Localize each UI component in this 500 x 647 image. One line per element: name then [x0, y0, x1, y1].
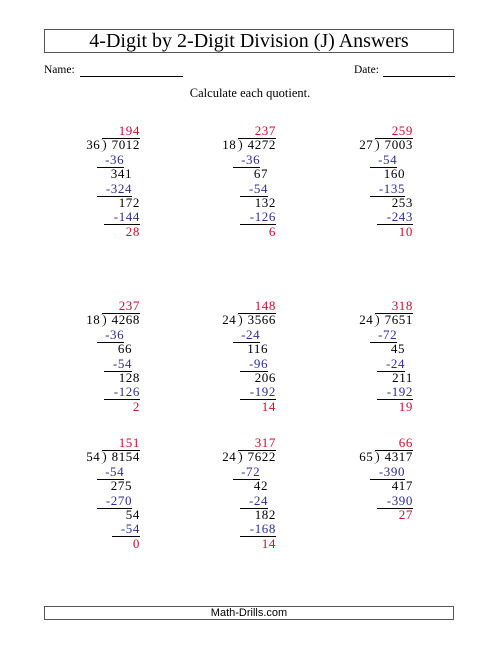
- remainder: 6: [268, 223, 276, 239]
- subtraction-step: -72: [378, 326, 398, 342]
- subtraction-step: -24: [248, 492, 269, 508]
- division-problem: [156, 436, 276, 566]
- subtraction-step: -54: [105, 463, 125, 479]
- dividend: 7622: [247, 449, 276, 465]
- dividend: 4268: [111, 312, 140, 328]
- title-box: [44, 29, 454, 53]
- footer-box: [44, 606, 454, 620]
- dividend: 3566: [247, 312, 276, 328]
- subtraction-step: -24: [241, 326, 261, 342]
- subtraction-step: -54: [112, 355, 133, 371]
- division-problem: [293, 124, 413, 254]
- remainder: 10: [398, 223, 413, 239]
- dividend: 7651: [384, 312, 413, 328]
- divisor: 24: [359, 312, 374, 328]
- remainder: 0: [132, 535, 140, 551]
- quotient: 317: [254, 435, 276, 450]
- remainder: 14: [261, 398, 276, 414]
- remainder: 28: [125, 223, 140, 239]
- partial-dividend: 182: [254, 507, 276, 522]
- footer-text: Math-Drills.com: [210, 606, 288, 619]
- subtraction-step: -270: [105, 492, 133, 508]
- divisor: 18: [222, 137, 237, 153]
- partial-dividend: 45: [390, 341, 406, 357]
- partial-dividend: 211: [392, 370, 413, 385]
- partial-dividend: 172: [118, 195, 140, 210]
- subtraction-step: -390: [386, 492, 413, 508]
- subtraction-step: -168: [249, 521, 276, 537]
- division-problem: [293, 299, 413, 429]
- dividend: 4272: [247, 137, 276, 153]
- subtraction-step: -192: [386, 384, 413, 400]
- remainder: 2: [132, 398, 140, 414]
- subtraction-step: -96: [248, 355, 269, 371]
- subtraction-step: -54: [120, 521, 140, 537]
- subtraction-step: -36: [105, 151, 125, 167]
- subtraction-step: -54: [248, 180, 269, 196]
- quotient: 66: [398, 435, 413, 450]
- subtraction-step: -36: [241, 151, 261, 167]
- quotient: 151: [118, 435, 140, 450]
- name-label: Name:: [44, 64, 75, 76]
- partial-dividend: 206: [254, 370, 276, 385]
- divisor: 65: [359, 449, 374, 465]
- partial-dividend: 66: [117, 341, 133, 357]
- remainder: 27: [398, 507, 413, 522]
- subtraction-step: -126: [249, 209, 276, 225]
- partial-dividend: 275: [110, 478, 133, 494]
- quotient: 194: [118, 123, 140, 138]
- division-problem: [20, 299, 140, 429]
- quotient: 237: [254, 123, 276, 138]
- division-problem: [20, 436, 140, 566]
- date-label: Date:: [354, 64, 379, 76]
- page-title: 4-Digit by 2-Digit Division (J) Answers: [89, 30, 409, 52]
- divisor: 24: [222, 312, 237, 328]
- division-problem: [156, 124, 276, 254]
- remainder: 19: [398, 398, 413, 414]
- partial-dividend: 341: [110, 166, 133, 182]
- partial-dividend: 417: [391, 478, 413, 494]
- subtraction-step: -144: [113, 209, 140, 225]
- subtraction-step: -243: [386, 209, 413, 225]
- quotient: 148: [254, 298, 276, 313]
- subtraction-step: -24: [385, 355, 406, 371]
- subtraction-step: -72: [241, 463, 261, 479]
- partial-dividend: 253: [391, 195, 413, 210]
- division-problem: [293, 436, 413, 566]
- dividend: 7012: [111, 137, 140, 153]
- subtraction-step: -192: [249, 384, 276, 400]
- dividend: 8154: [111, 449, 140, 465]
- dividend: 7003: [384, 137, 413, 153]
- divisor: 24: [222, 449, 237, 465]
- partial-dividend: 160: [383, 166, 406, 182]
- instructions: Calculate each quotient.: [189, 86, 311, 100]
- divisor: 27: [359, 137, 374, 153]
- divisor: 18: [86, 312, 101, 328]
- subtraction-step: -324: [105, 180, 133, 196]
- divisor: 54: [86, 449, 101, 465]
- partial-dividend: 54: [125, 507, 140, 522]
- partial-dividend: 132: [254, 195, 276, 210]
- subtraction-step: -126: [113, 384, 140, 400]
- subtraction-step: -135: [378, 180, 406, 196]
- quotient: 237: [118, 298, 140, 313]
- quotient: 318: [391, 298, 413, 313]
- partial-dividend: 116: [247, 341, 269, 357]
- remainder: 14: [261, 535, 276, 551]
- division-problem: [20, 124, 140, 254]
- name-line[interactable]: [80, 76, 183, 77]
- division-problem: [156, 299, 276, 429]
- quotient: 259: [391, 123, 413, 138]
- subtraction-step: -390: [378, 463, 406, 479]
- dividend: 4317: [384, 449, 413, 465]
- subtraction-step: -36: [105, 326, 125, 342]
- partial-dividend: 67: [253, 166, 269, 182]
- partial-dividend: 128: [118, 370, 140, 385]
- date-line[interactable]: [383, 76, 455, 77]
- subtraction-step: -54: [378, 151, 398, 167]
- partial-dividend: 42: [253, 478, 269, 494]
- divisor: 36: [86, 137, 101, 153]
